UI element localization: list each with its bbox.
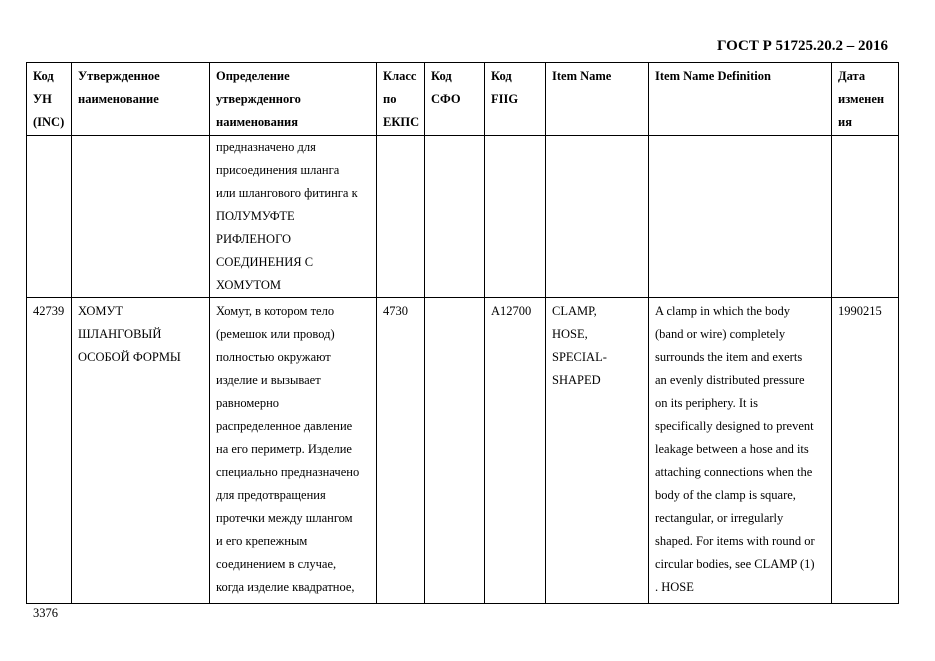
cell-inc bbox=[27, 136, 72, 298]
cell-fiig bbox=[485, 136, 546, 298]
cell-class bbox=[377, 136, 425, 298]
cell-date: 1990215 bbox=[832, 298, 899, 604]
nomenclature-table bbox=[26, 62, 899, 604]
cell-definition: Хомут, в котором тело (ремешок или провод) полностью окружают изделие и вызывает равномерно распределенное давление на его периметр. Изделие специально предназначено для предотвращения протечки между шлангом и его крепежным соединением в случае, когда изделие квадратное, bbox=[210, 298, 377, 604]
cell-approved-name bbox=[72, 136, 210, 298]
table-row bbox=[27, 298, 899, 604]
cell-definition: предназначено для присоединения шланга или шлангового фитинга к ПОЛУМУФТЕ РИФЛЕНОГО СОЕДИНЕНИЯ С ХОМУТОМ bbox=[210, 136, 377, 298]
cell-sfo bbox=[425, 136, 485, 298]
header-item-name: Item Name bbox=[546, 63, 649, 136]
cell-item-name-definition: A clamp in which the body (band or wire) completely surrounds the item and exerts an evenly distributed pressure on its periphery. It is specifically designed to prevent leakage between a hose and its attaching connections when the body of the clamp is square, rectangular, or irregularly shaped. For items with round or circular bodies, see CLAMP (1) . HOSE bbox=[649, 298, 832, 604]
header-sfo: Код СФО bbox=[425, 63, 485, 136]
cell-fiig: A12700 bbox=[485, 298, 546, 604]
header-approved-name: Утвержденное наименование bbox=[72, 63, 210, 136]
cell-date bbox=[832, 136, 899, 298]
header-definition: Определение утвержденного наименования bbox=[210, 63, 377, 136]
table-row bbox=[27, 136, 899, 298]
header-date: Дата изменен ия bbox=[832, 63, 899, 136]
document-code: ГОСТ Р 51725.20.2 – 2016 bbox=[716, 38, 888, 54]
page-number: 3376 bbox=[33, 606, 58, 620]
cell-class: 4730 bbox=[377, 298, 425, 604]
cell-item-name-definition bbox=[649, 136, 832, 298]
cell-inc: 42739 bbox=[27, 298, 72, 604]
cell-item-name bbox=[546, 136, 649, 298]
cell-sfo bbox=[425, 298, 485, 604]
header-item-name-definition: Item Name Definition bbox=[649, 63, 832, 136]
header-fiig: Код FIIG bbox=[485, 63, 546, 136]
header-inc: Код УН (INC) bbox=[27, 63, 72, 136]
cell-item-name: CLAMP, HOSE, SPECIAL- SHAPED bbox=[546, 298, 649, 604]
cell-approved-name: ХОМУТ ШЛАНГОВЫЙ ОСОБОЙ ФОРМЫ bbox=[72, 298, 210, 604]
table-header-row bbox=[27, 63, 899, 136]
header-class: Класс по ЕКПС bbox=[377, 63, 425, 136]
